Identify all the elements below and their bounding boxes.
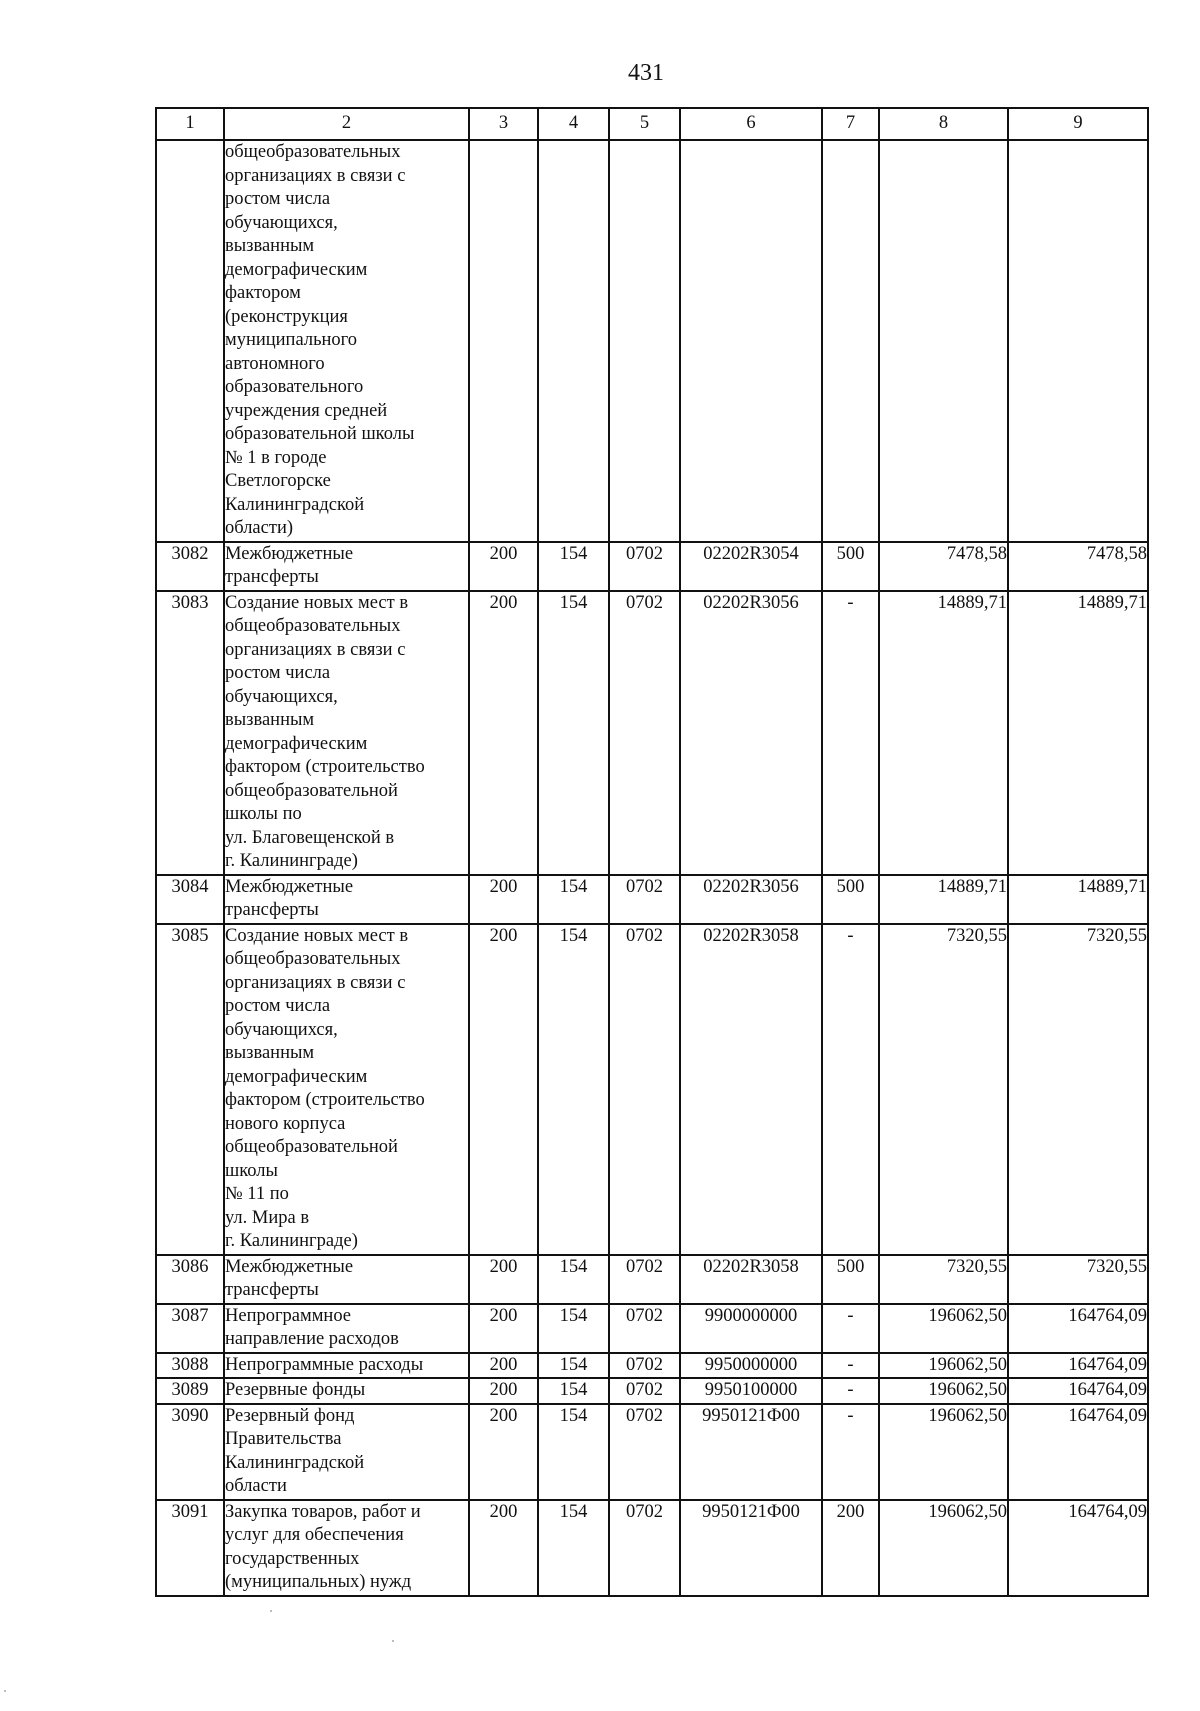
description-cell	[224, 140, 469, 542]
col6-cell: 9950121Ф00	[680, 1404, 822, 1500]
col3-cell: 200	[469, 1378, 538, 1404]
col7-cell	[822, 140, 879, 542]
col7-cell: -	[822, 1353, 879, 1379]
column-header: 1	[156, 108, 224, 140]
column-header: 2	[224, 108, 469, 140]
description-line: Резервный фонд	[225, 1405, 355, 1426]
col3-cell: 200	[469, 875, 538, 924]
amount-cell: 7478,58	[1008, 542, 1148, 591]
row-number-cell: 3091	[156, 1500, 224, 1596]
col4-cell: 154	[538, 924, 609, 1255]
col3-cell: 200	[469, 1500, 538, 1596]
description-line: учреждения средней	[225, 400, 388, 421]
amount-cell: 196062,50	[879, 1500, 1008, 1596]
description-line: Правительства	[225, 1429, 342, 1449]
col7-cell: 500	[822, 1255, 879, 1304]
description-line: направление расходов	[225, 1329, 399, 1349]
table-row	[156, 1500, 1148, 1596]
col6-cell: 02202R3058	[680, 924, 822, 1255]
description-line: Резервные фонды	[225, 1380, 366, 1400]
column-header: 9	[1008, 108, 1148, 140]
description-line: фактором (строительство	[225, 1090, 425, 1110]
description-line: г. Калининграде)	[225, 851, 358, 871]
col6-cell: 9900000000	[680, 1304, 822, 1353]
amount-cell: 164764,09	[1008, 1353, 1148, 1379]
description-line: школы по	[225, 804, 302, 824]
description-line: фактором	[225, 283, 301, 303]
budget-table	[155, 107, 1149, 1597]
description-line: Межбюджетные	[225, 543, 354, 564]
description-line: Создание новых мест в	[225, 592, 409, 613]
table-row	[156, 542, 1148, 591]
col6-cell: 9950121Ф00	[680, 1500, 822, 1596]
table-body	[156, 140, 1148, 1596]
description-line: области	[225, 1476, 287, 1496]
description-cell	[224, 1353, 469, 1379]
col7-cell: 500	[822, 542, 879, 591]
col5-cell: 0702	[609, 1353, 680, 1379]
description-line: обучающихся,	[225, 686, 338, 707]
col3-cell: 200	[469, 924, 538, 1255]
table-row	[156, 1378, 1148, 1404]
row-number-cell: 3090	[156, 1404, 224, 1500]
scan-speck	[270, 1610, 272, 1612]
col5-cell	[609, 140, 680, 542]
col3-cell: 200	[469, 1255, 538, 1304]
amount-cell: 196062,50	[879, 1304, 1008, 1353]
col5-cell: 0702	[609, 875, 680, 924]
description-line: ростом числа	[225, 189, 331, 209]
description-line: г. Калининграде)	[225, 1231, 358, 1251]
description-cell	[224, 591, 469, 875]
col6-cell: 02202R3056	[680, 591, 822, 875]
col7-cell: -	[822, 591, 879, 875]
description-line: организациях в связи с	[225, 639, 406, 660]
description-cell	[224, 1255, 469, 1304]
table-row	[156, 924, 1148, 1255]
col3-cell: 200	[469, 591, 538, 875]
table-header-row	[156, 108, 1148, 140]
amount-cell: 196062,50	[879, 1404, 1008, 1500]
amount-cell	[879, 140, 1008, 542]
row-number-cell: 3083	[156, 591, 224, 875]
table-row	[156, 1404, 1148, 1500]
amount-cell: 7320,55	[879, 1255, 1008, 1304]
col5-cell: 0702	[609, 924, 680, 1255]
description-line: ул. Мира в	[225, 1207, 310, 1228]
description-line: общеобразовательной	[225, 1137, 398, 1157]
description-line: Создание новых мест в	[225, 925, 409, 946]
table-row	[156, 1304, 1148, 1353]
col4-cell: 154	[538, 591, 609, 875]
col7-cell: 200	[822, 1500, 879, 1596]
description-cell	[224, 924, 469, 1255]
description-line: Калининградской	[225, 494, 365, 515]
amount-cell: 7320,55	[879, 924, 1008, 1255]
description-line: организациях в связи с	[225, 972, 406, 993]
description-line: нового корпуса	[225, 1113, 346, 1134]
col3-cell	[469, 140, 538, 542]
col7-cell: -	[822, 1304, 879, 1353]
column-header: 7	[822, 108, 879, 140]
page-number: 431	[628, 60, 664, 86]
table-row	[156, 1353, 1148, 1379]
col4-cell	[538, 140, 609, 542]
col7-cell: -	[822, 1404, 879, 1500]
description-line: общеобразовательных	[225, 616, 401, 636]
description-line: общеобразовательных	[225, 142, 401, 162]
description-line: вызванным	[225, 710, 315, 730]
amount-cell: 164764,09	[1008, 1500, 1148, 1596]
description-line: школы	[225, 1160, 278, 1181]
description-line: муниципального	[225, 330, 358, 350]
scan-speck	[392, 1640, 394, 1642]
description-cell	[224, 875, 469, 924]
description-line: вызванным	[225, 236, 315, 256]
amount-cell: 7478,58	[879, 542, 1008, 591]
col4-cell: 154	[538, 1353, 609, 1379]
table-row	[156, 875, 1148, 924]
amount-cell: 196062,50	[879, 1378, 1008, 1404]
col4-cell: 154	[538, 1500, 609, 1596]
amount-cell: 164764,09	[1008, 1404, 1148, 1500]
description-line: области)	[225, 518, 294, 538]
table-row	[156, 140, 1148, 542]
row-number-cell: 3089	[156, 1378, 224, 1404]
description-line: общеобразовательной	[225, 780, 398, 801]
col6-cell: 9950000000	[680, 1353, 822, 1379]
col7-cell: 500	[822, 875, 879, 924]
col7-cell: -	[822, 924, 879, 1255]
row-number-cell: 3082	[156, 542, 224, 591]
description-line: автономного	[225, 353, 325, 374]
col5-cell: 0702	[609, 1255, 680, 1304]
description-line: ростом числа	[225, 996, 331, 1016]
col4-cell: 154	[538, 875, 609, 924]
amount-cell: 7320,55	[1008, 1255, 1148, 1304]
col6-cell: 02202R3054	[680, 542, 822, 591]
amount-cell: 14889,71	[1008, 591, 1148, 875]
col6-cell: 02202R3058	[680, 1255, 822, 1304]
row-number-cell: 3086	[156, 1255, 224, 1304]
description-line: вызванным	[225, 1043, 315, 1063]
col5-cell: 0702	[609, 1500, 680, 1596]
col3-cell: 200	[469, 542, 538, 591]
description-line: организациях в связи с	[225, 165, 406, 186]
description-line: (реконструкция	[225, 306, 348, 327]
amount-cell: 14889,71	[879, 591, 1008, 875]
amount-cell: 164764,09	[1008, 1304, 1148, 1353]
description-line: Светлогорске	[225, 471, 331, 491]
column-header: 5	[609, 108, 680, 140]
col7-cell: -	[822, 1378, 879, 1404]
row-number-cell: 3088	[156, 1353, 224, 1379]
row-number-cell: 3084	[156, 875, 224, 924]
column-header: 6	[680, 108, 822, 140]
description-cell	[224, 1500, 469, 1596]
amount-cell: 164764,09	[1008, 1378, 1148, 1404]
table-row	[156, 591, 1148, 875]
description-line: № 11 по	[225, 1184, 289, 1204]
description-line: обучающихся,	[225, 1019, 338, 1040]
row-number-cell: 3087	[156, 1304, 224, 1353]
description-line: демографическим	[225, 1066, 368, 1087]
row-number-cell	[156, 140, 224, 542]
col5-cell: 0702	[609, 1404, 680, 1500]
description-line: образовательного	[225, 377, 364, 397]
description-line: услуг для обеспечения	[225, 1525, 404, 1545]
row-number-cell: 3085	[156, 924, 224, 1255]
col5-cell: 0702	[609, 1378, 680, 1404]
amount-cell	[1008, 140, 1148, 542]
description-line: № 1 в городе	[225, 447, 327, 468]
description-line: трансферты	[225, 567, 319, 587]
scan-speck	[4, 1690, 6, 1692]
description-cell	[224, 542, 469, 591]
column-header: 3	[469, 108, 538, 140]
col3-cell: 200	[469, 1404, 538, 1500]
description-line: ул. Благовещенской в	[225, 827, 395, 848]
description-cell	[224, 1404, 469, 1500]
column-header: 8	[879, 108, 1008, 140]
description-cell	[224, 1378, 469, 1404]
description-line: Непрограммные расходы	[225, 1354, 424, 1375]
amount-cell: 14889,71	[879, 875, 1008, 924]
column-header: 4	[538, 108, 609, 140]
description-line: трансферты	[225, 900, 319, 920]
description-line: общеобразовательных	[225, 949, 401, 969]
description-line: Межбюджетные	[225, 876, 354, 897]
amount-cell: 196062,50	[879, 1353, 1008, 1379]
table-row	[156, 1255, 1148, 1304]
col5-cell: 0702	[609, 542, 680, 591]
description-line: ростом числа	[225, 663, 331, 683]
col4-cell: 154	[538, 1255, 609, 1304]
col5-cell: 0702	[609, 591, 680, 875]
col6-cell: 9950100000	[680, 1378, 822, 1404]
col3-cell: 200	[469, 1353, 538, 1379]
col4-cell: 154	[538, 1378, 609, 1404]
description-line: демографическим	[225, 733, 368, 754]
col6-cell	[680, 140, 822, 542]
col4-cell: 154	[538, 1404, 609, 1500]
col5-cell: 0702	[609, 1304, 680, 1353]
description-line: Непрограммное	[225, 1305, 352, 1326]
description-line: обучающихся,	[225, 212, 338, 233]
description-line: образовательной школы	[225, 424, 415, 444]
amount-cell: 7320,55	[1008, 924, 1148, 1255]
description-line: Калининградской	[225, 1452, 365, 1473]
description-line: фактором (строительство	[225, 757, 425, 777]
description-line: государственных	[225, 1548, 360, 1569]
description-line: трансферты	[225, 1280, 319, 1300]
amount-cell: 14889,71	[1008, 875, 1148, 924]
col3-cell: 200	[469, 1304, 538, 1353]
col4-cell: 154	[538, 1304, 609, 1353]
description-line: (муниципальных) нужд	[225, 1572, 412, 1592]
description-line: демографическим	[225, 259, 368, 280]
description-cell	[224, 1304, 469, 1353]
col4-cell: 154	[538, 542, 609, 591]
description-line: Межбюджетные	[225, 1256, 354, 1277]
description-line: Закупка товаров, работ и	[225, 1501, 421, 1522]
col6-cell: 02202R3056	[680, 875, 822, 924]
